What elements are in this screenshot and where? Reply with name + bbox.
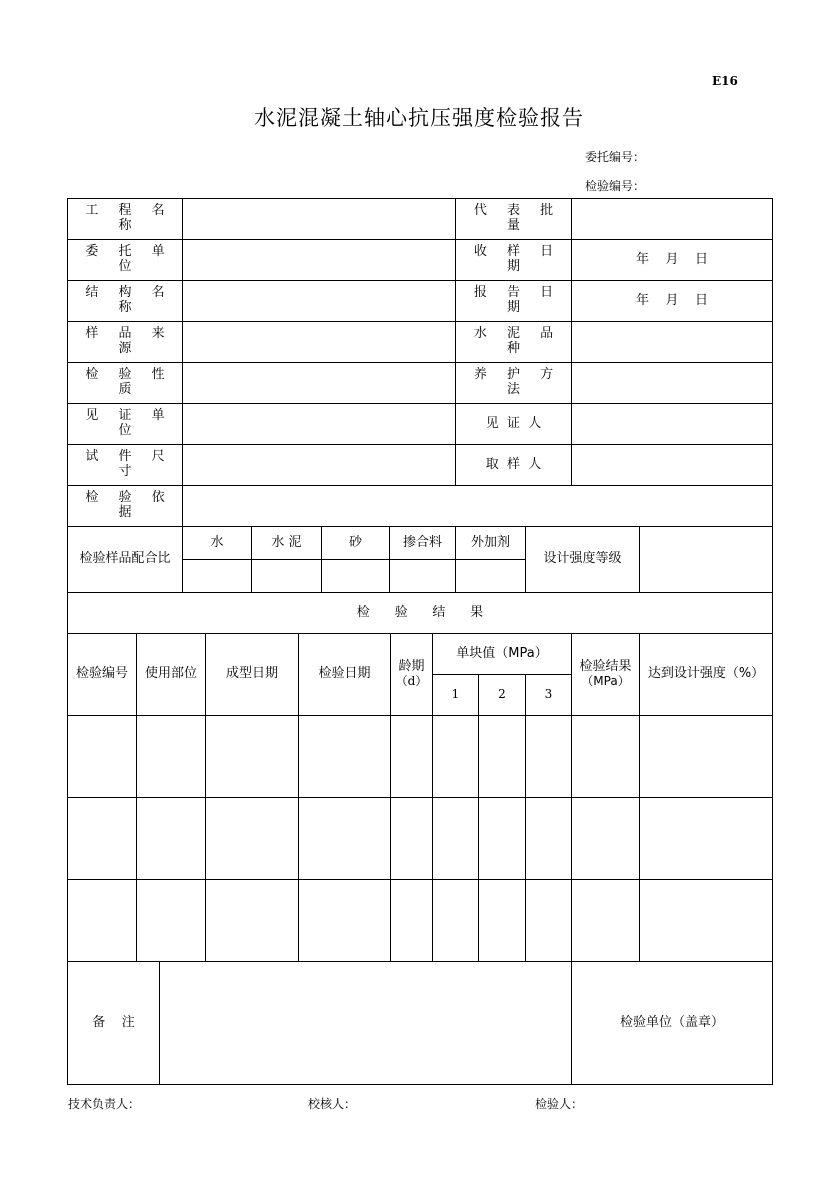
sampler-field[interactable] xyxy=(572,445,772,485)
col-specimen-3: 3 xyxy=(544,687,553,702)
structure-name-label: 结 构 名 称 xyxy=(85,285,173,315)
col-use-part: 使用部位 xyxy=(144,666,197,682)
structure-name-field[interactable] xyxy=(183,281,455,321)
design-grade-field[interactable] xyxy=(640,527,772,592)
table-row[interactable] xyxy=(68,716,772,797)
client-field[interactable] xyxy=(183,240,455,280)
checker-label: 校核人： xyxy=(308,1097,357,1111)
table-row[interactable] xyxy=(68,798,772,879)
mix-cement-field[interactable] xyxy=(252,560,321,592)
specimen-size-label: 试 件 尺 寸 xyxy=(85,449,173,479)
remarks-field[interactable] xyxy=(160,962,571,1084)
test-no-label: 检验编号： xyxy=(585,179,646,193)
results-section-title: 检 验 结 果 xyxy=(356,604,484,620)
mix-water-label: 水 xyxy=(210,534,224,550)
table-row[interactable] xyxy=(68,880,772,961)
col-age-unit: （d） xyxy=(395,674,428,689)
col-result-unit: （MPa） xyxy=(581,674,630,689)
mix-additive-label: 外加剂 xyxy=(470,534,510,550)
receive-date-field[interactable]: 年 月 日 xyxy=(635,251,709,267)
col-test-date: 检验日期 xyxy=(318,666,371,682)
batch-label: 代 表 批 量 xyxy=(473,203,562,233)
test-basis-label: 检 验 依 据 xyxy=(85,490,173,520)
report-date-field[interactable]: 年 月 日 xyxy=(635,292,709,308)
remarks-label: 备 注 xyxy=(92,1014,135,1030)
project-name-label: 工 程 名 称 xyxy=(85,203,173,233)
sample-source-field[interactable] xyxy=(183,322,455,362)
design-grade-label: 设计强度等级 xyxy=(543,551,622,567)
col-casting-date: 成型日期 xyxy=(225,666,278,682)
project-name-field[interactable] xyxy=(183,199,455,239)
col-specimen-1: 1 xyxy=(451,687,460,702)
test-nature-field[interactable] xyxy=(183,363,455,403)
page-title: 水泥混凝土轴心抗压强度检验报告 xyxy=(254,106,584,130)
stamp-label: 检验单位（盖章） xyxy=(619,1014,724,1030)
mix-additive-field[interactable] xyxy=(456,560,525,592)
tech-lead-label: 技术负责人： xyxy=(68,1097,141,1111)
mix-mineral-admixture-field[interactable] xyxy=(390,560,455,592)
tester-label: 检验人： xyxy=(535,1097,584,1111)
col-percent-design: 达到设计强度（%） xyxy=(647,666,765,682)
client-label: 委 托 单 位 xyxy=(85,244,173,274)
witness-unit-label: 见 证 单 位 xyxy=(85,408,173,438)
sampler-label: 取 样 人 xyxy=(485,456,542,472)
mix-mineral-admixture-label: 掺合料 xyxy=(402,534,442,550)
col-age-label: 龄期 xyxy=(398,659,425,675)
commission-no-label: 委托编号： xyxy=(585,150,646,164)
col-result xyxy=(572,634,639,715)
col-age xyxy=(391,634,432,715)
witness-label: 见 证 人 xyxy=(485,415,542,431)
specimen-size-field[interactable] xyxy=(183,445,455,485)
col-single-value: 单块值（MPa） xyxy=(456,645,548,661)
mix-ratio-label: 检验样品配合比 xyxy=(79,551,171,567)
report-date-label: 报 告 日 期 xyxy=(473,285,562,315)
mix-water-field[interactable] xyxy=(183,560,251,592)
col-result-label: 检验结果 xyxy=(579,659,632,675)
mix-sand-label: 砂 xyxy=(348,534,362,550)
test-basis-field[interactable] xyxy=(183,486,772,526)
receive-date-label: 收 样 日 期 xyxy=(473,244,562,274)
batch-field[interactable] xyxy=(572,199,772,239)
document-code: E16 xyxy=(712,74,738,88)
mix-sand-field[interactable] xyxy=(322,560,389,592)
cement-type-field[interactable] xyxy=(572,322,772,362)
mix-cement-label: 水 泥 xyxy=(271,534,302,550)
col-test-no: 检验编号 xyxy=(75,666,128,682)
witness-field[interactable] xyxy=(572,404,772,444)
cement-type-label: 水 泥 品 种 xyxy=(473,326,562,356)
col-specimen-2: 2 xyxy=(498,687,506,702)
witness-unit-field[interactable] xyxy=(183,404,455,444)
sample-source-label: 样 品 来 源 xyxy=(85,326,173,356)
curing-method-label: 养 护 方 法 xyxy=(473,367,562,397)
test-nature-label: 检 验 性 质 xyxy=(85,367,173,397)
curing-method-field[interactable] xyxy=(572,363,772,403)
